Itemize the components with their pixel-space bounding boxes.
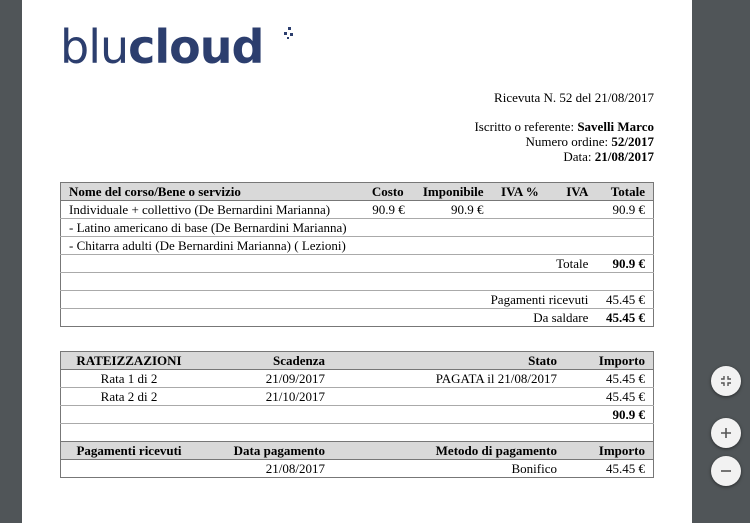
col-header-stato: Stato [333,352,565,370]
cell-iva-perc [492,201,547,219]
items-header-row [61,183,654,201]
logo-part-cloud: cloud [128,20,264,74]
receipt-meta [474,119,654,164]
cell-costo: 90.9 € [372,202,405,217]
totale-label: Totale [547,255,597,273]
cell-totale: 90.9 € [612,202,645,217]
zoom-out-button[interactable] [711,456,741,486]
cell-importo: 45.45 € [606,371,645,386]
cell-stato [333,388,565,406]
cell-rata: Rata 1 di 2 [100,371,158,386]
col-header-pay-importo: Importo [565,442,654,460]
cell-iva [547,201,597,219]
rate-table [60,351,654,478]
logo-dots-icon [282,27,294,41]
table-row [61,237,654,255]
viewer-sidebar [692,0,750,523]
col-header-data-pagamento: Data pagamento [197,442,333,460]
totale-value: 90.9 € [596,255,653,273]
fit-page-icon [719,374,733,388]
cell-nome: Individuale + collettivo (De Bernardini Marianna) [69,202,331,217]
data-value: 21/08/2017 [594,149,654,164]
data-line [474,149,654,164]
col-header-iva-perc: IVA % [492,183,547,201]
col-header-scadenza: Scadenza [197,352,333,370]
logo-wordmark [60,20,263,74]
table-row [61,388,654,406]
table-row [61,370,654,388]
cell-imponibile: 90.9 € [451,202,484,217]
cell-data-pagamento: 21/08/2017 [265,461,325,476]
empty-row [61,424,654,442]
referente-line [474,119,654,134]
rate-total-value: 90.9 € [565,406,654,424]
referente-value: Savelli Marco [577,119,654,134]
col-header-importo: Importo [565,352,654,370]
table-row [61,460,654,478]
pay-header-row [61,442,654,460]
cell-importo: 45.45 € [565,388,654,406]
items-table [60,182,654,327]
table-row [61,219,654,237]
cell-pagamento [61,460,198,478]
zoom-in-icon [719,426,733,440]
col-header-iva: IVA [547,183,597,201]
cell-rata: Rata 2 di 2 [61,388,198,406]
rate-header-row [61,352,654,370]
totale-row [61,255,654,273]
ordine-label: Numero ordine: [525,134,612,149]
zoom-out-icon [719,464,733,478]
cell-scadenza: 21/09/2017 [265,371,325,386]
ordine-value: 52/2017 [611,134,654,149]
col-header-totale: Totale [596,183,653,201]
fit-page-button[interactable] [711,366,741,396]
saldare-value: 45.45 € [596,309,653,327]
saldare-row [61,309,654,327]
cell-pay-importo: 45.45 € [606,461,645,476]
receipt-number: Ricevuta N. 52 del 21/08/2017 [494,90,654,105]
pagamenti-row [61,291,654,309]
viewer-left-margin [0,0,22,523]
cell-nome: - Latino americano di base (De Bernardini Marianna) [61,219,363,237]
document-page [22,0,692,523]
referente-label: Iscritto o referente: [474,119,578,134]
pagamenti-value: 45.45 € [596,291,653,309]
blucloud-logo [60,20,264,74]
rate-total-row [61,406,654,424]
logo-part-blu: blu [60,20,129,74]
col-header-metodo: Metodo di pagamento [333,442,565,460]
col-header-rateizzazioni: RATEIZZAZIONI [61,352,198,370]
col-header-costo: Costo [363,183,413,201]
cell-metodo: Bonifico [511,461,557,476]
col-header-imponibile: Imponibile [413,183,492,201]
zoom-in-button[interactable] [711,418,741,448]
cell-scadenza: 21/10/2017 [197,388,333,406]
ordine-line [474,134,654,149]
cell-stato: PAGATA il 21/08/2017 [435,371,557,386]
empty-row [61,273,654,291]
cell-nome: - Chitarra adulti (De Bernardini Marianna) ( Lezioni) [61,237,363,255]
col-header-nome: Nome del corso/Bene o servizio [61,183,363,201]
saldare-label: Da saldare [363,309,597,327]
pagamenti-label: Pagamenti ricevuti [363,291,597,309]
table-row [61,201,654,219]
data-label: Data: [563,149,595,164]
col-header-pagamenti: Pagamenti ricevuti [61,442,198,460]
